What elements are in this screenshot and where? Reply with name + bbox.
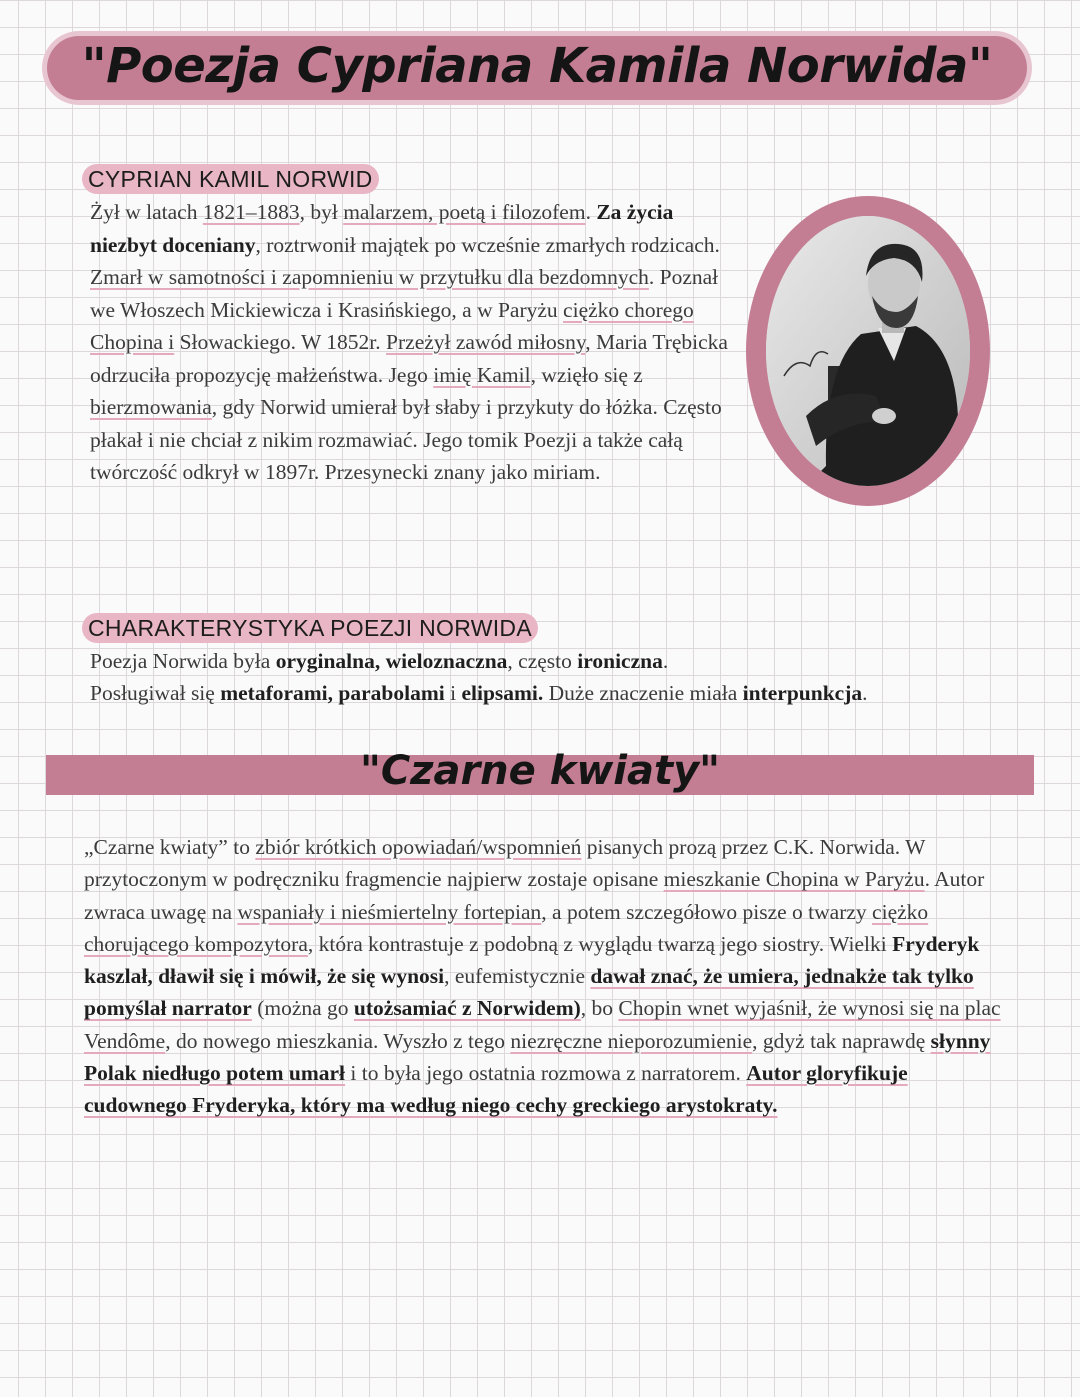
essay-paragraph: „Czarne kwiaty” to zbiór krótkich opowiadań/wspomnień pisanych prozą przez C.K. Norwida. W przytoczonym w podręczniku fragmencie najpierw zostaje opisane mieszkanie Chopina w Paryżu. Autor zwraca uwagę na wspaniały i nieśmiertelny fortepian, a potem szczegółowo pisze o twarzy ciężko chorującego kompozytora, która kontrastuje z podobną z wyglądu twarzą jego siostry. Wielki Fryderyk kaszlał, dławił się i mówił, że się wynosi, eufemistycznie dawał znać, że umiera, jednakże tak tylko pomyślał narrator (można go utożsamiać z Norwidem), bo Chopin wnet wyjaśnił, że wynosi się na plac Vendôme, do nowego mieszkania. Wyszło z tego niezręczne nieporozumienie, gdyż tak naprawdę słynny Polak niedługo potem umarł i to była jego ostatnia rozmowa z narratorem. Autor gloryfikuje cudownego Fryderyka, który ma według niego cechy greckiego arystokraty.: [84, 835, 1001, 1118]
title-banner: [47, 36, 1027, 100]
bio-heading: CYPRIAN KAMIL NORWID: [82, 164, 379, 194]
characteristics-heading: CHARAKTERYSTYKA POEZJI NORWIDA: [82, 613, 538, 643]
section-title: "Czarne kwiaty": [359, 748, 721, 794]
page-title: "Poezja Cypriana Kamila Norwida": [81, 38, 993, 94]
bio-paragraph: Żył w latach 1821–1883, był malarzem, poetą i filozofem. Za życia niezbyt doceniany, roztrwonił majątek po wcześnie zmarłych rodzicach. Zmarł w samotności i zapomnieniu w przytułku dla bezdomnych. Poznał we Włoszech Mickiewicza i Krasińskiego, a w Paryżu ciężko chorego Chopina i Słowackiego. W 1852r. Przeżył zawód miłosny, Maria Trębicka odrzuciła propozycję małżeństwa. Jego imię Kamil, wzięło się z bierzmowania, gdy Norwid umierał był słaby i przykuty do łóżka. Często płakał i nie chciał z nikim rozmawiać. Jego tomik Poezji a także całą twórczość odkrył w 1897r. Przesynecki znany jako miriam.: [90, 200, 728, 484]
portrait-photo: [766, 216, 970, 486]
characteristics-paragraph: Poezja Norwida była oryginalna, wieloznaczna, często ironiczna. Posługiwał się metaforami, parabolami i elipsami. Duże znaczenie miała interpunkcja.: [90, 649, 868, 705]
